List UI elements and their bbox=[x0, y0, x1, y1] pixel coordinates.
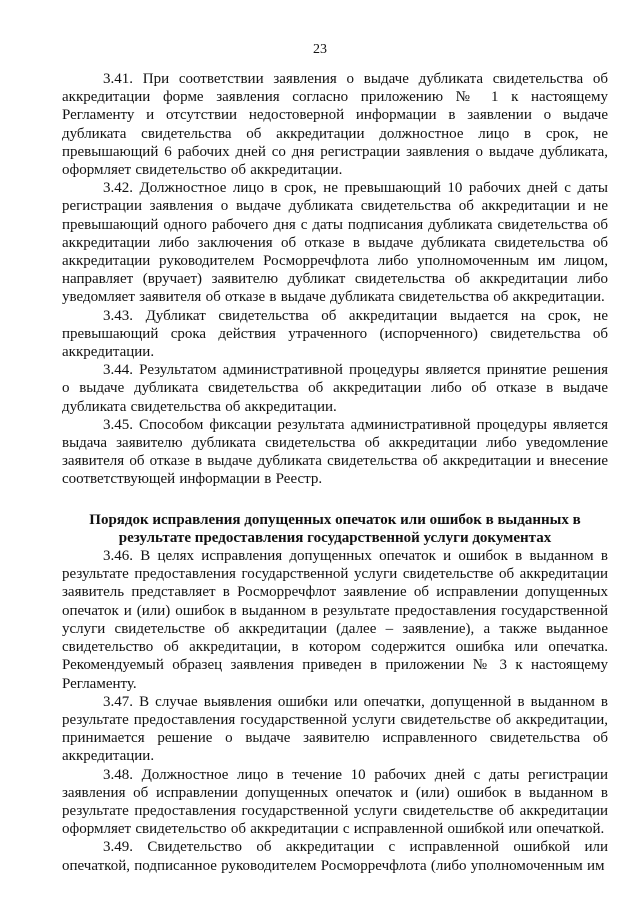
paragraph-3-44: 3.44. Результатом административной процедуры является принятие решения о выдаче дубликата свидетельства об аккредитации либо об отказе в выдаче дубликата свидетельства об аккредитации. bbox=[62, 362, 608, 415]
paragraph-3-46: 3.46. В целях исправления допущенных опечаток и ошибок в выданном в результате предоставления государственной услуги свидетельстве об аккредитации заявитель представляет в Росморречфлот заявление об исправлении допущенных опечаток и (или) ошибок в выданном в результате предоставления государственной услуги свидетельстве об аккредитации (далее – заявление), а также выданное свидетельство об аккредитации, в котором содержится ошибка или опечатка. Рекомендуемый образец заявления приведен в приложении № 3 к настоящему Регламенту. bbox=[62, 548, 608, 692]
document-body bbox=[62, 70, 608, 875]
paragraph-3-41: 3.41. При соответствии заявления о выдаче дубликата свидетельства об аккредитации форме заявления согласно приложению № 1 к настоящему Регламенту и отсутствии недостоверной информации в заявлении о выдаче дубликата свидетельства об аккредитации должностное лицо в срок, не превышающий 6 рабочих дней со дня регистрации заявления о выдаче дубликата, оформляет свидетельство об аккредитации. bbox=[62, 71, 608, 179]
paragraph-3-45: 3.45. Способом фиксации результата административной процедуры является выдача заявителю дубликата свидетельства об аккредитации либо уведомление заявителя об отказе в выдаче дубликата свидетельства об аккредитации и внесение соответствующей информации в Реестр. bbox=[62, 416, 608, 488]
paragraph-3-42: 3.42. Должностное лицо в срок, не превышающий 10 рабочих дней с даты регистрации заявления о выдаче дубликата свидетельства об аккредитации и не превышающий одного рабочего дня с даты подписания дубликата свидетельства об аккредитации либо заключения об отказе в выдаче дубликата свидетельства об аккредитации руководителем Росморречфлота либо уполномоченным им лицом, направляет (вручает) заявителю дубликат свидетельства об аккредитации либо уведомляет заявителя об отказе в выдаче дубликата свидетельства об аккредитации. bbox=[62, 180, 608, 306]
section-heading: Порядок исправления допущенных опечаток или ошибок в выданных в результате предоставления государственной услуги документах bbox=[89, 511, 581, 546]
paragraph-3-48: 3.48. Должностное лицо в течение 10 рабочих дней с даты регистрации заявления об исправлении допущенных опечаток и (или) ошибок в выданном в результате предоставления государственной услуги свидетельстве об аккредитации оформляет свидетельство об аккредитации с исправленной ошибкой или опечаткой. bbox=[62, 766, 608, 838]
paragraph-3-47: 3.47. В случае выявления ошибки или опечатки, допущенной в выданном в результате предоставления государственной услуги свидетельстве об аккредитации, принимается решение о выдаче заявителю исправленного свидетельства об аккредитации. bbox=[62, 693, 608, 765]
page-number: 23 bbox=[313, 42, 327, 57]
paragraph-3-43: 3.43. Дубликат свидетельства об аккредитации выдается на срок, не превышающий срока действия утраченного (испорченного) свидетельства об аккредитации. bbox=[62, 307, 608, 361]
paragraph-3-49: 3.49. Свидетельство об аккредитации с исправленной ошибкой или опечаткой, подписанное руководителем Росморречфлота (либо уполномоченным им bbox=[62, 839, 608, 874]
